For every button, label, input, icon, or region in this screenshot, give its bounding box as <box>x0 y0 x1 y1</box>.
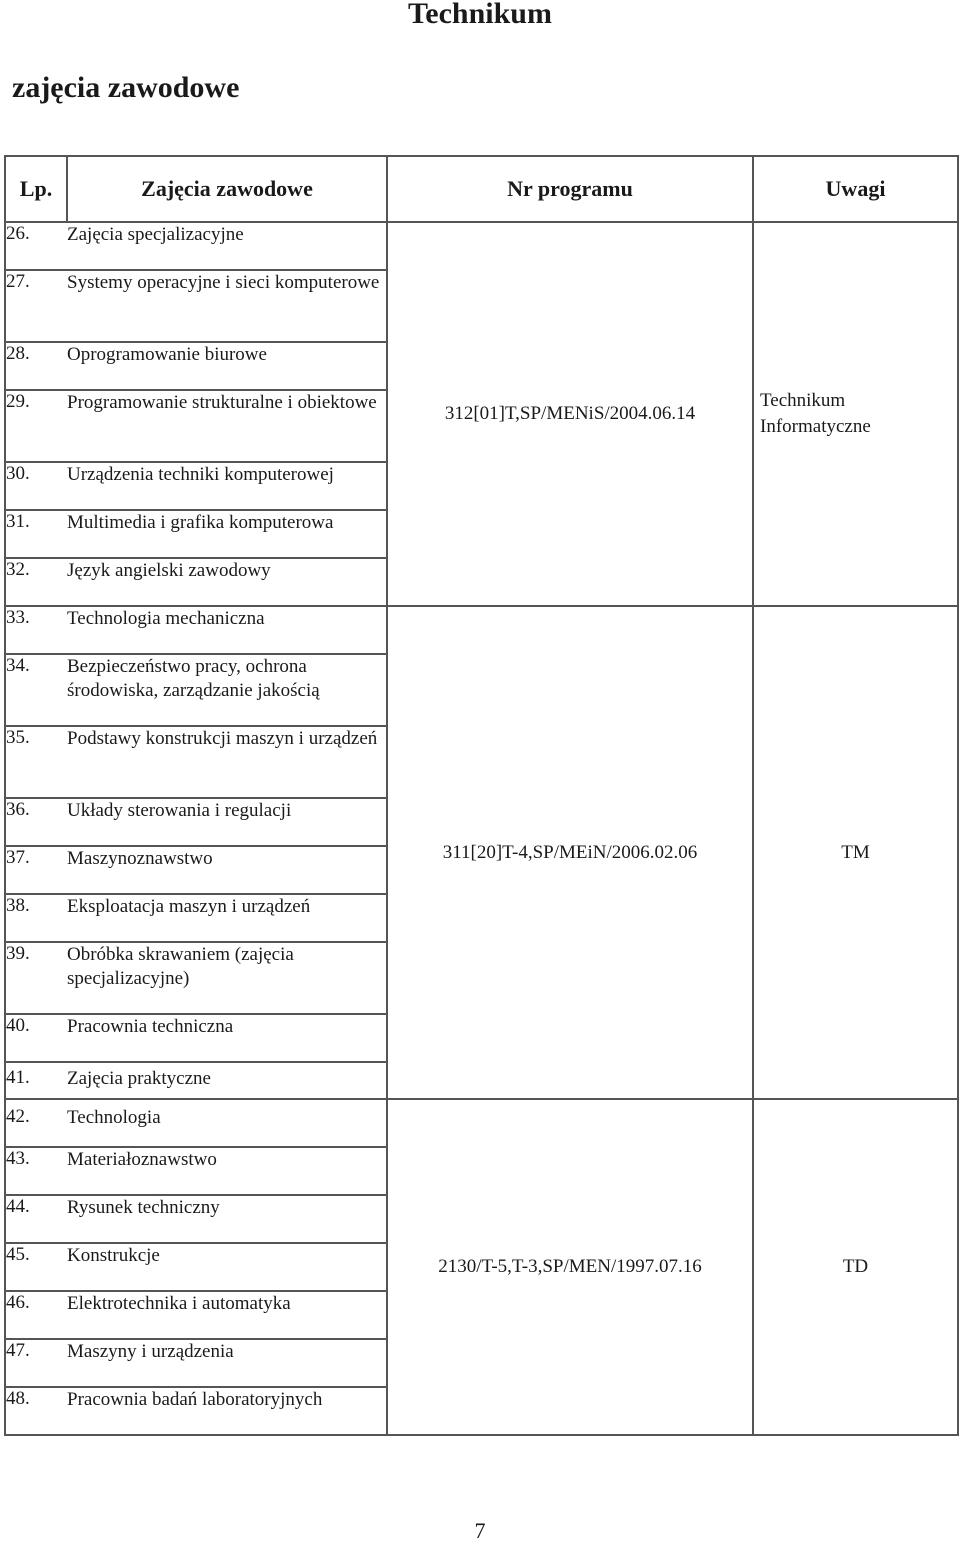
row-lp: 33. <box>5 606 67 654</box>
row-lp: 27. <box>5 270 67 342</box>
row-name: Eksploatacja maszyn i urządzeń <box>67 894 387 942</box>
row-lp: 26. <box>5 222 67 270</box>
row-name: Układy sterowania i regulacji <box>67 798 387 846</box>
row-lp: 40. <box>5 1014 67 1062</box>
table-row <box>5 606 958 654</box>
table-row <box>5 1099 958 1147</box>
row-name: Rysunek techniczny <box>67 1195 387 1243</box>
row-lp: 35. <box>5 726 67 798</box>
row-lp: 41. <box>5 1062 67 1099</box>
row-lp: 45. <box>5 1243 67 1291</box>
row-lp: 42. <box>5 1099 67 1147</box>
row-lp: 46. <box>5 1291 67 1339</box>
row-lp: 38. <box>5 894 67 942</box>
row-name: Technologia mechaniczna <box>67 606 387 654</box>
row-lp: 30. <box>5 462 67 510</box>
row-name: Język angielski zawodowy <box>67 558 387 606</box>
row-lp: 34. <box>5 654 67 726</box>
row-name: Maszyny i urządzenia <box>67 1339 387 1387</box>
header-notes: Uwagi <box>753 156 958 222</box>
row-lp: 44. <box>5 1195 67 1243</box>
table-header-row <box>5 156 958 222</box>
page-number: 7 <box>474 1518 486 1543</box>
program-number-informatics: 312[01]T,SP/MENiS/2004.06.14 <box>387 222 753 606</box>
row-name: Technologia <box>67 1099 387 1147</box>
row-name: Programowanie strukturalne i obiektowe <box>67 390 387 462</box>
notes-mechanical: TM <box>753 606 958 1099</box>
subjects-table <box>4 155 959 1436</box>
header-program: Nr programu <box>387 156 753 222</box>
page-title: Technikum <box>408 0 552 30</box>
page-subtitle: zajęcia zawodowe <box>12 71 240 104</box>
header-lp: Lp. <box>5 156 67 222</box>
row-name: Multimedia i grafika komputerowa <box>67 510 387 558</box>
row-name: Maszynoznawstwo <box>67 846 387 894</box>
row-lp: 29. <box>5 390 67 462</box>
row-name: Materiałoznawstwo <box>67 1147 387 1195</box>
row-name: Systemy operacyjne i sieci komputerowe <box>67 270 387 342</box>
notes-technical: TD <box>753 1099 958 1435</box>
row-name: Pracownia techniczna <box>67 1014 387 1062</box>
notes-line: Informatyczne <box>760 416 871 437</box>
row-name: Zajęcia specjalizacyjne <box>67 222 387 270</box>
row-name: Konstrukcje <box>67 1243 387 1291</box>
row-lp: 37. <box>5 846 67 894</box>
table-row <box>5 222 958 270</box>
program-number-technical: 2130/T-5,T-3,SP/MEN/1997.07.16 <box>387 1099 753 1435</box>
row-name: Oprogramowanie biurowe <box>67 342 387 390</box>
row-name: Urządzenia techniki komputerowej <box>67 462 387 510</box>
row-lp: 47. <box>5 1339 67 1387</box>
row-lp: 36. <box>5 798 67 846</box>
notes-informatics <box>753 222 958 606</box>
row-name: Podstawy konstrukcji maszyn i urządzeń <box>67 726 387 798</box>
row-lp: 32. <box>5 558 67 606</box>
row-lp: 43. <box>5 1147 67 1195</box>
row-lp: 39. <box>5 942 67 1014</box>
row-name: Elektrotechnika i automatyka <box>67 1291 387 1339</box>
row-lp: 48. <box>5 1387 67 1435</box>
header-name: Zajęcia zawodowe <box>67 156 387 222</box>
row-name: Bezpieczeństwo pracy, ochrona środowiska, zarządzanie jakością <box>67 654 387 726</box>
row-lp: 28. <box>5 342 67 390</box>
row-name: Zajęcia praktyczne <box>67 1062 387 1099</box>
notes-line: Technikum <box>760 390 846 411</box>
program-number-mechanical: 311[20]T-4,SP/MEiN/2006.02.06 <box>387 606 753 1099</box>
row-lp: 31. <box>5 510 67 558</box>
row-name: Obróbka skrawaniem (zajęcia specjalizacyjne) <box>67 942 387 1014</box>
row-name: Pracownia badań laboratoryjnych <box>67 1387 387 1435</box>
